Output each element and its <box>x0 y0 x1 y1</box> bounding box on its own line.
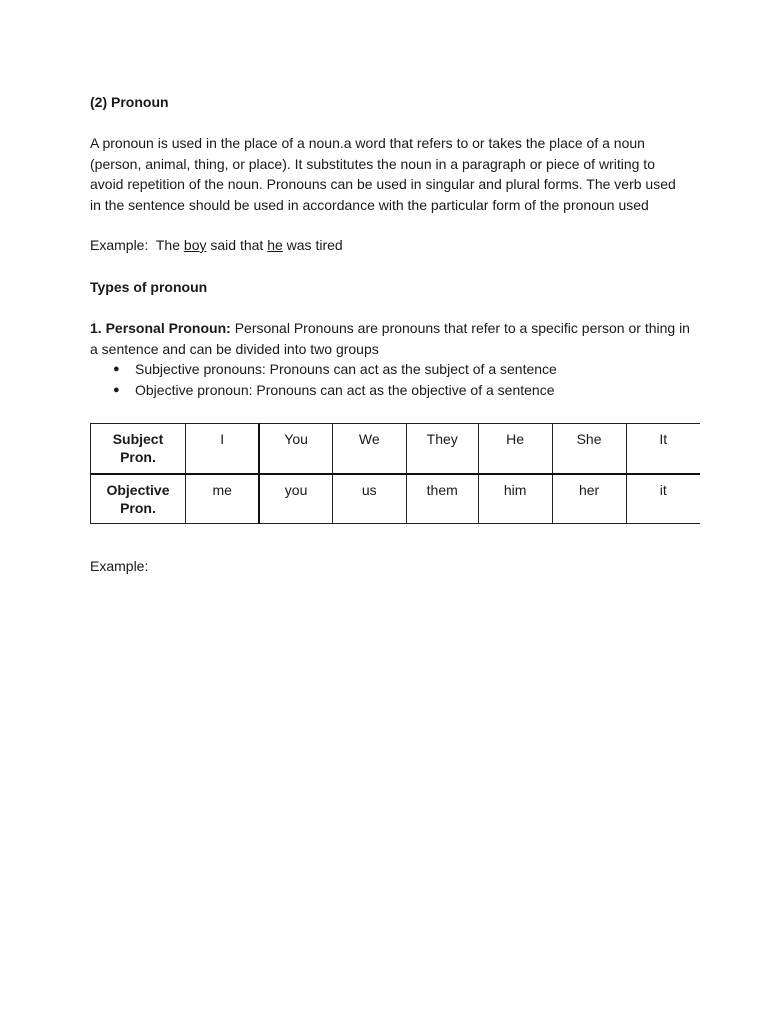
example-word-he: he <box>267 237 283 253</box>
pronoun-group-list <box>90 359 690 400</box>
pronoun-table <box>90 423 700 524</box>
table-cell: it <box>626 474 700 524</box>
table-cell: I <box>185 424 259 474</box>
table-cell: He <box>478 424 552 474</box>
personal-pronoun-text: Personal Pronouns are pronouns that refer to a specific person or thing in a sentence and can be divided into two groups <box>90 320 690 357</box>
list-item <box>90 380 690 401</box>
table-cell: them <box>406 474 478 524</box>
table-cell: us <box>332 474 406 524</box>
list-item <box>90 359 690 380</box>
row-header-objective <box>91 474 186 524</box>
row-header-subject <box>91 424 186 474</box>
section-heading: (2) Pronoun <box>90 94 169 110</box>
personal-pronoun-paragraph <box>90 318 690 359</box>
table-cell: She <box>552 424 626 474</box>
intro-paragraph: A pronoun is used in the place of a noun.a word that refers to or takes the place of a noun (person, animal, thing, or place). It substitutes the noun in a paragraph or piece of writing to avoid repetition of the noun. Pronouns can be used in singular and plural forms. The verb used in the sentence should be used in accordance with the particular form of the pronoun used <box>90 135 676 214</box>
personal-pronoun-title: 1. Personal Pronoun: <box>90 320 231 336</box>
row-header-line: Subject <box>112 431 164 447</box>
types-heading: Types of pronoun <box>90 279 208 295</box>
list-item-text: Objective pronoun: Pronouns can act as the objective of a sentence <box>135 381 555 398</box>
table-cell: you <box>259 474 332 524</box>
table-row <box>91 474 701 524</box>
table-cell: me <box>185 474 259 524</box>
row-header-line: Pron. <box>120 499 156 516</box>
list-item-text: Subjective pronouns: Pronouns can act as the subject of a sentence <box>135 361 557 377</box>
example-prefix: Example: The <box>90 237 184 253</box>
table-row <box>91 424 701 474</box>
table-cell: It <box>626 424 700 474</box>
example-suffix: was tired <box>282 237 343 253</box>
table-cell: him <box>478 474 552 524</box>
example-word-boy: boy <box>183 237 207 253</box>
example-middle: said that <box>206 237 268 253</box>
row-header-line: Pron. <box>120 449 156 465</box>
table-cell: her <box>552 474 626 524</box>
example-sentence <box>90 236 343 254</box>
bullet-icon: ● <box>113 363 120 375</box>
bullet-icon: ● <box>113 383 120 396</box>
table-cell: They <box>406 424 478 474</box>
example-label: Example: <box>90 558 149 574</box>
row-header-line: Objective <box>106 481 170 498</box>
table-cell: You <box>259 424 332 474</box>
table-cell: We <box>332 424 406 474</box>
